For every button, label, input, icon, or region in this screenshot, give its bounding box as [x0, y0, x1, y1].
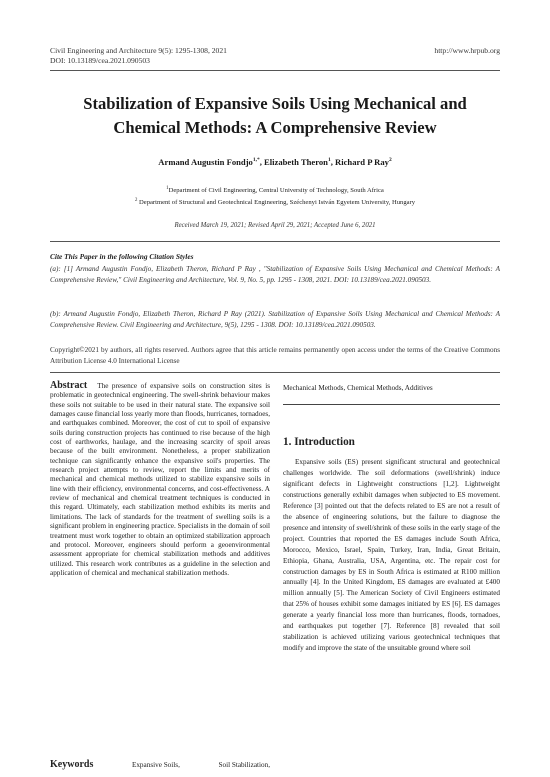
citation-heading: Cite This Paper in the following Citation Styles — [50, 252, 194, 261]
author-affiliation-mark: 1 — [327, 157, 331, 164]
submission-dates: Received March 19, 2021; Revised April 29, 2021; Accepted June 6, 2021 — [174, 222, 376, 229]
abstract-heading: Abstract — [50, 380, 88, 391]
affiliation-line: $^1$Department of Civil Engineering, Central University of Technology, South Africa — [166, 186, 384, 195]
citation-style-a: (a): [1] Armand Augustin Fondjo, Elizabeth Theron, Richard P Ray , "Stabilization of Expansive Soils Using Mechanical and Chemical Methods: A Comprehensive Review," Civil Engineering and Architecture, Vol. 9, No. 5, pp. 1295 - 1308, 2021. DOI: 10.13189/cea.2021.090503. — [50, 265, 500, 284]
affiliations — [50, 184, 500, 208]
copyright-divider — [50, 372, 500, 373]
introduction-heading: 1. Introduction — [283, 436, 355, 448]
paper-title: Stabilization of Expansive Soils Using Mechanical and Chemical Methods: A Comprehensive Review — [83, 94, 467, 137]
journal-url[interactable]: http://www.hrpub.org — [434, 46, 500, 55]
introduction-text: Expansive soils (ES) present significant structural and geotechnical challenges worldwide. The soil deformations (swell/shrink) induce significant defects in Lightweight constructions [1,2]. Lightweight constructions generally exhibit damages when subjected to ES movement. Reference [3] pointed out that the defects related to ES are not a result of the absence of engineering solutions, but the failure to diagnose the presence and intensity of swell/shrink of these soils in the early stage of the project. Countries that reported the ES damages include South Africa, Morocco, Mexico, Israel, Spain, Turkey, Iran, India, Great Britain, Ethiopia, Ghana, Australia, USA, Argentina, etc. The repair cost for construction damages by ES in South Africa is estimated at R100 million annually [4]. In the United Kingdom, ES damages are evaluated at £400 million annually [5]. The American Society of Civil Engineers estimated that 25% of houses exhibit some damages initiated by ES [6]. ES damages generate a yearly financial loss more than hurricanes, floods, tornadoes, and earthquakes put together [7]. Reference [8] revealed that soil stabilization is achieved utilizing various geotechnical techniques that modify and improve the state of the unsuitable ground where soil — [283, 458, 500, 653]
header-doi[interactable]: DOI: 10.13189/cea.2021.090503 — [50, 56, 150, 65]
affiliation-line: $^2$ Department of Structural and Geotechnical Engineering, Széchenyi István Egyetem University, Hungary — [134, 198, 416, 207]
keywords-divider — [283, 404, 500, 405]
author-affiliation-mark: 1,* — [252, 157, 260, 164]
journal-citation: Civil Engineering and Architecture 9(5): 1295-1308, 2021 — [50, 46, 227, 55]
header-divider — [50, 70, 500, 71]
author-name: Armand Augustin Fondjo — [158, 157, 253, 167]
author-list: Armand Augustin Fondjo$^{1,*}$, Elizabeth Theron$^1$, Richard P Ray$^2$ — [158, 157, 392, 167]
abstract — [50, 381, 270, 578]
keyword: Soil Stabilization, — [218, 761, 270, 769]
keywords — [50, 759, 270, 770]
keywords-heading: Keywords — [50, 759, 94, 770]
citation-style-b: (b): Armand Augustin Fondjo, Elizabeth Theron, Richard P Ray (2021). Stabilization of Expansive Soils Using Mechanical and Chemical Methods: A Comprehensive Review. Civil Engineering and Architecture, 9(5), 1295 - 1308. DOI: 10.13189/cea.2021.090503. — [50, 310, 500, 329]
author-affiliation-mark: 2 — [388, 157, 392, 164]
copyright-notice: Copyright©2021 by authors, all rights reserved. Authors agree that this article remains permanently open access under the terms of the Creative Commons Attribution License 4.0 International License — [50, 346, 500, 365]
abstract-text: The presence of expansive soils on construction sites is problematic in geotechnical engineering. The swell-shrink behaviour makes these soils not suitable to be used in their natural state. The expansive soil damages cause financial loss yearly more than floods, hurricanes, tornadoes, and earthquakes combined. Moreover, the cost of cut to spoil of expansive soils during construction projects has continued to rise because of the high cost of earthworks, haulage, and the increasing scarcity of spoil areas because of the built environment. Nonetheless, a proper stabilization technique can significantly enhance the expansive soil's properties. The research project attempts to review, report the limits and merits of mechanical and chemical methods utilized to stabilize expansive soils in line with their efficiency, environmental concerns, and cost-effectiveness. A review of mechanical and chemical treatment techniques is conducted in this regard. Ultimately, each stabilization method exhibits its merits and limitations. The lack of standards for the treatment of swelling soils is a significant problem in engineering practice. Specialists in the domain of soil treatment must work together to obtain an optimized stabilization approach and protocol. Moreover, engineers should perform a geoenvironmental assessment appropriate for chemical stabilization methods and additives utilized. This research work contributes as a guideline in the selection and application of chemical and mechanical stabilization methods. — [50, 382, 270, 577]
author-name: Elizabeth Theron — [264, 157, 328, 167]
keywords-continued: Mechanical Methods, Chemical Methods, Additives — [283, 384, 433, 392]
author-name: Richard P Ray — [335, 157, 389, 167]
journal-header — [50, 46, 500, 66]
dates-divider — [50, 241, 500, 242]
keyword: Expansive Soils, — [131, 761, 180, 769]
